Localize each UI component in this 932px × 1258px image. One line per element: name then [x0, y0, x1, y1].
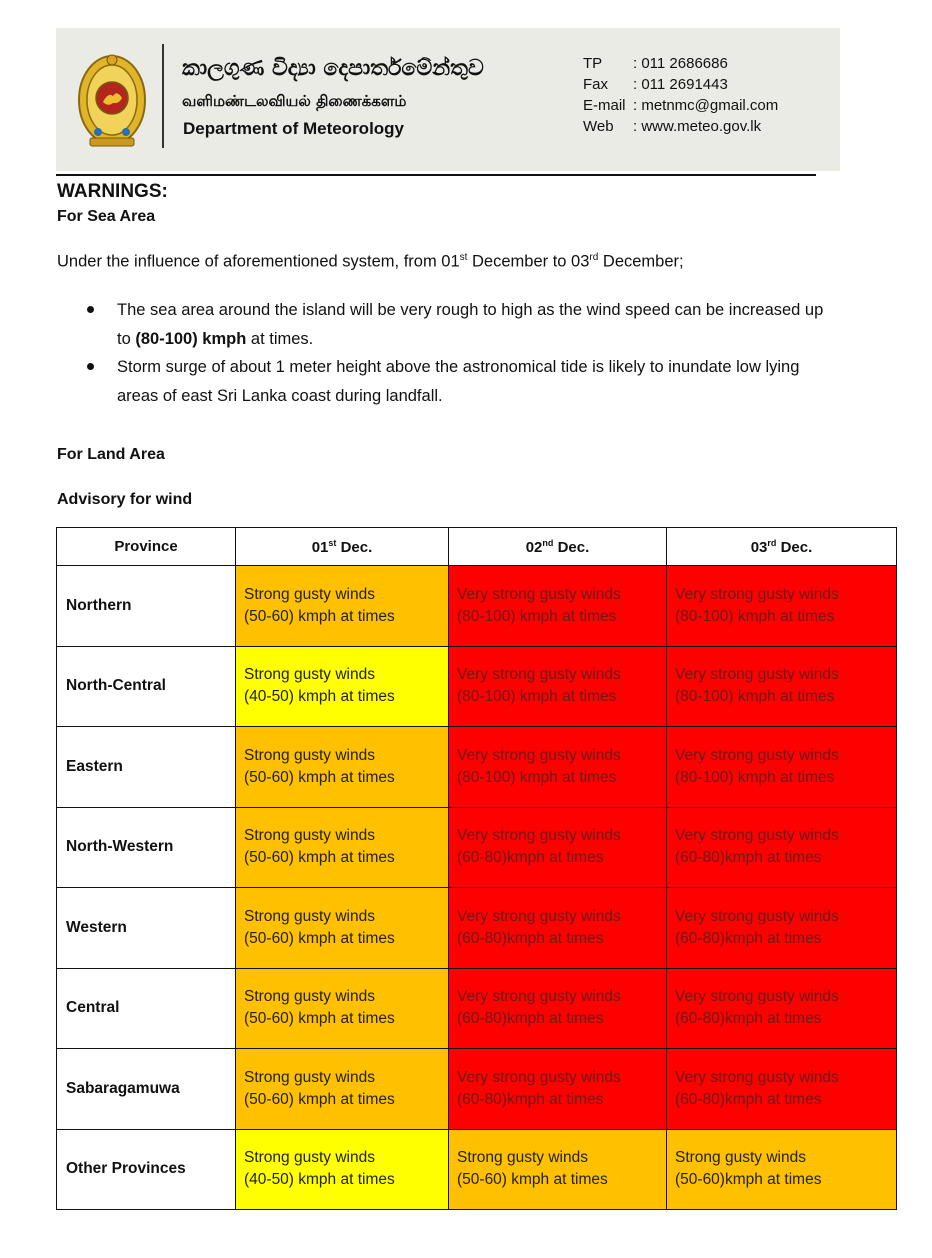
- advisory-line: Strong gusty winds: [244, 1068, 375, 1086]
- list-item: [87, 353, 827, 410]
- contact-email: [583, 95, 778, 116]
- advisory-line: (50-60) kmph at times: [244, 1010, 395, 1028]
- bullet-text: Storm surge of about 1 meter height above the astronomical tide is likely to inundate low lying areas of east Sri Lanka coast during landfall.: [117, 358, 800, 405]
- province-cell: North-Central: [57, 646, 236, 727]
- table-row: [57, 968, 897, 1049]
- advisory-line: (80-100) kmph at times: [675, 688, 835, 706]
- contact-value[interactable]: : www.meteo.gov.lk: [633, 118, 762, 135]
- intro-paragraph: [57, 252, 684, 272]
- advisory-line: Very strong gusty winds: [457, 1068, 621, 1086]
- advisory-line: (80-100) kmph at times: [675, 607, 835, 625]
- sea-warning-list: [87, 296, 827, 410]
- header-suffix: Dec.: [336, 538, 373, 556]
- advisory-line: Very strong gusty winds: [457, 746, 621, 764]
- advisory-line: Very strong gusty winds: [457, 666, 621, 684]
- header-province: Province: [57, 528, 236, 566]
- department-name-sinhala: කාලගුණ විද්‍යා දෙපාර්තමේන්තුව: [182, 56, 484, 81]
- advisory-cell: [236, 968, 449, 1049]
- province-cell: Northern: [57, 566, 236, 647]
- advisory-cell: [449, 1129, 667, 1210]
- advisory-line: Very strong gusty winds: [675, 907, 839, 925]
- header-day2: [449, 528, 667, 566]
- intro-text: Under the influence of aforementioned system, from 01: [57, 252, 460, 271]
- contact-tp: [583, 53, 778, 74]
- advisory-line: Strong gusty winds: [244, 988, 375, 1006]
- contact-label: TP: [583, 55, 603, 72]
- header-date: 03: [750, 538, 768, 556]
- sea-area-heading: For Sea Area: [57, 208, 156, 225]
- advisory-cell: [449, 646, 667, 727]
- advisory-line: (60-80)kmph at times: [457, 849, 604, 867]
- province-cell: Central: [57, 968, 236, 1049]
- department-name-english: Department of Meteorology: [183, 119, 405, 138]
- advisory-line: (50-60) kmph at times: [457, 1171, 608, 1189]
- wind-advisory-table: [56, 527, 897, 1210]
- advisory-cell: [449, 968, 667, 1049]
- advisory-line: Very strong gusty winds: [675, 666, 839, 684]
- header-day3: [667, 528, 897, 566]
- advisory-line: (50-60) kmph at times: [244, 849, 395, 867]
- advisory-line: Strong gusty winds: [675, 1149, 806, 1167]
- advisory-cell: [236, 888, 449, 969]
- header-suffix: Dec.: [553, 538, 590, 556]
- header-suffix: Dec.: [776, 538, 813, 556]
- contact-label: Web: [583, 118, 614, 135]
- advisory-line: (40-50) kmph at times: [244, 688, 395, 706]
- header-sup: nd: [542, 537, 554, 548]
- advisory-cell: [236, 807, 449, 888]
- header-day1: [236, 528, 449, 566]
- header-date: 02: [525, 538, 543, 556]
- advisory-line: (60-80)kmph at times: [457, 1090, 604, 1108]
- contact-label: Fax: [583, 76, 609, 93]
- advisory-cell: [667, 968, 897, 1049]
- header-sup: st: [328, 537, 337, 548]
- advisory-cell: [667, 1049, 897, 1130]
- header-divider: [162, 44, 164, 148]
- bullet-text: at times.: [246, 329, 314, 348]
- advisory-cell: [667, 807, 897, 888]
- sri-lanka-emblem-icon: [76, 46, 148, 150]
- advisory-line: (60-80)kmph at times: [457, 929, 604, 947]
- advisory-line: Strong gusty winds: [244, 907, 375, 925]
- advisory-line: Strong gusty winds: [457, 1149, 588, 1167]
- advisory-cell: [236, 1129, 449, 1210]
- advisory-line: Very strong gusty winds: [675, 1068, 839, 1086]
- province-cell: Sabaragamuwa: [57, 1049, 236, 1130]
- advisory-cell: [449, 1049, 667, 1130]
- bullet-icon: [87, 363, 94, 370]
- advisory-line: Very strong gusty winds: [675, 827, 839, 845]
- advisory-line: (80-100) kmph at times: [457, 768, 617, 786]
- advisory-heading: Advisory for wind: [57, 491, 193, 508]
- advisory-cell: [449, 807, 667, 888]
- advisory-cell: [667, 646, 897, 727]
- advisory-line: Very strong gusty winds: [675, 585, 839, 603]
- advisory-line: (50-60) kmph at times: [244, 929, 395, 947]
- advisory-line: Very strong gusty winds: [675, 988, 839, 1006]
- land-area-heading: For Land Area: [57, 446, 165, 463]
- advisory-line: (60-80)kmph at times: [675, 929, 822, 947]
- contact-value[interactable]: : metnmc@gmail.com: [633, 97, 779, 114]
- province-cell: Eastern: [57, 727, 236, 808]
- advisory-line: Very strong gusty winds: [675, 746, 839, 764]
- advisory-cell: [667, 566, 897, 647]
- header-sup: rd: [767, 537, 777, 548]
- advisory-line: (80-100) kmph at times: [457, 607, 617, 625]
- contact-web: [583, 116, 778, 137]
- table-row: [57, 727, 897, 808]
- intro-sup: rd: [589, 252, 599, 263]
- table-row: [57, 807, 897, 888]
- advisory-line: (80-100) kmph at times: [457, 688, 617, 706]
- contact-label: E-mail: [583, 97, 626, 114]
- advisory-line: Strong gusty winds: [244, 666, 375, 684]
- advisory-line: (60-80)kmph at times: [675, 1090, 822, 1108]
- advisory-line: (40-50) kmph at times: [244, 1171, 395, 1189]
- department-name-tamil: வளிமண்டலவியல் திணைக்களம்: [182, 92, 407, 110]
- advisory-line: (50-60) kmph at times: [244, 607, 395, 625]
- province-cell: North-Western: [57, 807, 236, 888]
- table-row: [57, 566, 897, 647]
- advisory-line: Very strong gusty winds: [457, 827, 621, 845]
- contact-value: : 011 2686686: [633, 55, 728, 72]
- advisory-cell: [236, 727, 449, 808]
- header-rule: [56, 174, 816, 176]
- advisory-cell: [449, 888, 667, 969]
- advisory-cell: [667, 1129, 897, 1210]
- table-body: [57, 566, 897, 1210]
- advisory-line: Strong gusty winds: [244, 827, 375, 845]
- advisory-line: Very strong gusty winds: [457, 585, 621, 603]
- advisory-line: Strong gusty winds: [244, 746, 375, 764]
- advisory-line: Very strong gusty winds: [457, 907, 621, 925]
- intro-sup: st: [459, 252, 468, 263]
- advisory-line: (50-60) kmph at times: [244, 1090, 395, 1108]
- table-row: [57, 1049, 897, 1130]
- table-row: [57, 888, 897, 969]
- advisory-line: (80-100) kmph at times: [675, 768, 835, 786]
- contact-block: [583, 53, 778, 137]
- advisory-cell: [236, 566, 449, 647]
- province-cell: Western: [57, 888, 236, 969]
- advisory-cell: [667, 888, 897, 969]
- advisory-cell: [236, 1049, 449, 1130]
- letterhead: [56, 28, 840, 171]
- advisory-line: Strong gusty winds: [244, 1149, 375, 1167]
- header-date: 01: [311, 538, 329, 556]
- bullet-bold-text: (80-100) kmph: [135, 329, 247, 348]
- table-row: [57, 1129, 897, 1210]
- advisory-line: (60-80)kmph at times: [457, 1010, 604, 1028]
- table-header-row: [57, 528, 897, 566]
- bullet-icon: [87, 306, 94, 313]
- advisory-line: (50-60) kmph at times: [244, 768, 395, 786]
- contact-value: : 011 2691443: [633, 76, 728, 93]
- advisory-line: (60-80)kmph at times: [675, 1010, 822, 1028]
- table-row: [57, 646, 897, 727]
- bullet-text: The sea area around the island will be very rough to high as the wind speed can be increased up to: [117, 301, 824, 348]
- province-cell: Other Provinces: [57, 1129, 236, 1210]
- intro-text: December to 03: [467, 252, 590, 271]
- advisory-cell: [236, 646, 449, 727]
- intro-text: December;: [598, 252, 684, 271]
- advisory-line: (50-60)kmph at times: [675, 1171, 822, 1189]
- warnings-heading: WARNINGS:: [57, 181, 168, 202]
- advisory-cell: [449, 727, 667, 808]
- advisory-line: Strong gusty winds: [244, 585, 375, 603]
- contact-fax: [583, 74, 778, 95]
- list-item: [87, 296, 827, 353]
- advisory-line: (60-80)kmph at times: [675, 849, 822, 867]
- advisory-cell: [667, 727, 897, 808]
- advisory-line: Very strong gusty winds: [457, 988, 621, 1006]
- advisory-cell: [449, 566, 667, 647]
